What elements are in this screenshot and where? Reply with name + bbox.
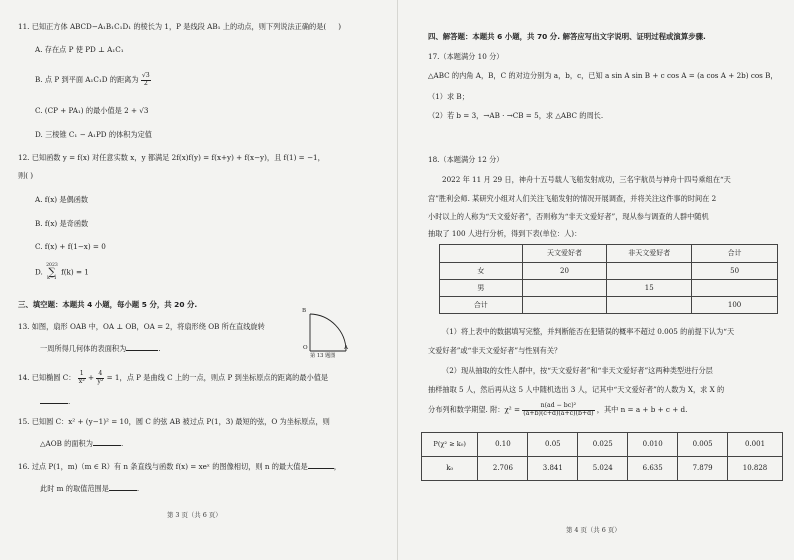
table-row bbox=[422, 457, 783, 481]
q11-stem-text: 11. 已知正方体 ABCD−A₁B₁C₁D₁ 的棱长为 1，P 是线段 AB₁ 上的动点，则下列说法正确的是( bbox=[18, 22, 327, 31]
chi-formula-num: n(ad − bc)² bbox=[522, 403, 594, 411]
table-cell[interactable] bbox=[607, 297, 692, 314]
q11-option-b bbox=[35, 73, 151, 87]
chi-square-formula bbox=[522, 403, 594, 417]
q18-para-2: 宫”胜利会师. 某研究小组对人们关注飞船发射的情况开展调查，并将关注这件事的时间在 2 bbox=[428, 194, 717, 203]
table-cell: 0.005 bbox=[678, 433, 728, 457]
q13-line-2-text: 一周所得几何体的表面积为 bbox=[40, 344, 127, 353]
table-header-cell: 合计 bbox=[692, 245, 778, 263]
table-cell: 6.635 bbox=[628, 457, 678, 481]
section-4-heading: 四、解答题：本题共 6 小题，共 70 分. 解答应写出文字说明、证明过程或演算步骤. bbox=[428, 32, 706, 41]
table-row bbox=[440, 263, 778, 280]
right-page bbox=[397, 0, 794, 560]
q14-post: = 1，点 P 是曲线 C 上的一点，则点 P 到坐标原点的距离的最小值是 bbox=[106, 373, 329, 382]
q16-answer-blank-1[interactable] bbox=[308, 468, 334, 469]
q18-part-2c-post: ，其中 n = a + b + c + d. bbox=[596, 405, 688, 414]
q18-part-1a: （1）将上表中的数据填写完整，并判断能否在犯错误的概率不超过 0.005 的前提下认为“天 bbox=[442, 327, 735, 336]
table-header-cell: 天文爱好者 bbox=[522, 245, 607, 263]
q12-option-b: B. f(x) 是奇函数 bbox=[35, 219, 89, 228]
q13-label-a: A bbox=[344, 345, 349, 351]
q17-line-1: △ABC 的内角 A，B，C 的对边分别为 a，b，c，已知 a sin A sin B + c cos A = (a cos A + 2b) cos B， bbox=[428, 71, 778, 80]
q12-sum-upper: 2023 bbox=[46, 263, 58, 268]
q13-label-b: B bbox=[302, 308, 307, 314]
table-row-label: 男 bbox=[440, 280, 523, 297]
q16-line-1-text: 16. 过点 P(1，m)（m ∈ R）有 n 条直线与函数 f(x) = xeˣ 的图像相切，则 n 的最大值是 bbox=[18, 462, 308, 471]
q11-option-a: A. 存在点 P 使 PD ⊥ A₁C₁ bbox=[35, 45, 124, 54]
q14-pre: 14. 已知椭圆 C： bbox=[18, 373, 76, 382]
q18-part-2c bbox=[428, 403, 687, 417]
q16-line-2-end: . bbox=[136, 484, 140, 493]
right-page-footer: 第 4 页（共 6 页） bbox=[566, 526, 621, 534]
chi-formula-den: (a+b)(c+d)(a+c)(b+d) bbox=[523, 409, 594, 417]
q14-end: . bbox=[68, 397, 71, 406]
table-header-cell bbox=[440, 245, 523, 263]
q14-fraction-2 bbox=[96, 371, 104, 385]
table-cell: 2.706 bbox=[478, 457, 528, 481]
table-cell: 0.010 bbox=[628, 433, 678, 457]
q13-line-2 bbox=[40, 345, 161, 352]
table-row bbox=[422, 433, 783, 457]
q14-f2-den: y² bbox=[97, 377, 104, 385]
q12-sum-symbol: ∑ bbox=[48, 267, 56, 279]
q17-title: 17.（本题满分 10 分） bbox=[428, 52, 504, 61]
table-row bbox=[440, 297, 778, 314]
table-cell[interactable] bbox=[692, 280, 778, 297]
q18-contingency-table bbox=[439, 244, 778, 314]
table-row-label: 女 bbox=[440, 263, 523, 280]
chi-square-critical-table bbox=[421, 432, 783, 481]
q13-label-o: O bbox=[303, 345, 308, 351]
q11-b-num: √3 bbox=[141, 72, 150, 79]
q14-answer-blank[interactable] bbox=[40, 403, 68, 404]
table-cell: 3.841 bbox=[528, 457, 578, 481]
q16-line-1 bbox=[18, 463, 341, 470]
q12-option-d bbox=[35, 264, 89, 281]
q12-option-c: C. f(x) + f(1−x) = 0 bbox=[35, 242, 106, 251]
q12-d-text: f(k) = 1 bbox=[61, 267, 89, 277]
q17-part-1: （1）求 B； bbox=[428, 92, 469, 101]
q18-para-3: 小时以上的人称为“天文爱好者”，否则称为“非天文爱好者”，现从参与调查的人群中随机 bbox=[428, 212, 709, 221]
q18-part-2a: （2）现从抽取的女性人群中，按“天文爱好者”和“非天文爱好者”这两种类型进行分层 bbox=[442, 366, 713, 375]
left-page bbox=[0, 0, 395, 560]
q18-part-1b: 文爱好者”或“非天文爱好者”与性别有关？ bbox=[428, 346, 562, 355]
q11-b-den: 2 bbox=[143, 79, 148, 87]
table-cell: 5.024 bbox=[578, 457, 628, 481]
q12-option-a: A. f(x) 是偶函数 bbox=[35, 195, 89, 204]
q12-stem-2: 则( ) bbox=[18, 171, 34, 180]
q18-para-4: 抽取了 100 人进行分析，得到下表(单位：人)： bbox=[428, 229, 582, 238]
q13-figure-caption: 第 13 题图 bbox=[310, 353, 336, 359]
q14-f1-den: x² bbox=[78, 377, 85, 385]
q18-part-2c-pre: 分布列和数学期望. 附：χ² = bbox=[428, 405, 520, 414]
q18-para-1: 2022 年 11 月 29 日，神舟十五号载人飞船发射成功，三名宇航员与神舟十四号乘组在“天 bbox=[442, 175, 731, 184]
table-row-label: k₀ bbox=[422, 457, 478, 481]
table-cell[interactable]: 50 bbox=[692, 263, 778, 280]
q15-answer-blank[interactable] bbox=[93, 445, 121, 446]
table-cell: 0.05 bbox=[528, 433, 578, 457]
q14-f1-num: 1 bbox=[78, 371, 86, 379]
q16-line-2 bbox=[40, 485, 139, 492]
q11-option-d: D. 三棱锥 C₁ − A₁PD 的体积为定值 bbox=[35, 130, 152, 139]
q14-f2-num: 4 bbox=[96, 371, 104, 379]
q15-line-2 bbox=[40, 440, 123, 447]
q16-answer-blank-2[interactable] bbox=[109, 490, 137, 491]
q11-stem-close: ) bbox=[338, 22, 342, 31]
q11-option-b-text: B. 点 P 到平面 A₁C₁D 的距离为 bbox=[35, 75, 139, 84]
table-row bbox=[440, 280, 778, 297]
table-header-cell: 非天文爱好者 bbox=[607, 245, 692, 263]
table-cell[interactable] bbox=[607, 263, 692, 280]
q11-option-c: C. (CP + PA₁) 的最小值是 2 + √3 bbox=[35, 106, 149, 115]
table-cell[interactable]: 20 bbox=[522, 263, 607, 280]
q15-line-2-end: . bbox=[120, 439, 124, 448]
table-cell[interactable]: 15 bbox=[607, 280, 692, 297]
q11-option-b-fraction bbox=[141, 73, 151, 87]
q11-stem bbox=[18, 23, 341, 30]
table-cell[interactable]: 100 bbox=[692, 297, 778, 314]
table-row bbox=[440, 245, 778, 263]
q16-line-2-text: 此时 m 的取值范围是 bbox=[40, 484, 109, 493]
q14-line-2 bbox=[40, 398, 70, 405]
q14-line-1 bbox=[18, 371, 328, 385]
table-cell: 10.828 bbox=[728, 457, 783, 481]
table-cell[interactable] bbox=[522, 297, 607, 314]
table-cell: 7.879 bbox=[678, 457, 728, 481]
q12-d-label: D. bbox=[35, 267, 43, 277]
table-cell: 0.001 bbox=[728, 433, 783, 457]
section-3-heading: 三、填空题：本题共 4 小题，每小题 5 分，共 20 分. bbox=[18, 300, 198, 309]
table-cell[interactable] bbox=[522, 280, 607, 297]
q12-sum-lower: k=1 bbox=[47, 276, 57, 282]
left-page-footer: 第 3 页（共 6 页） bbox=[167, 511, 222, 519]
q14-plus: + bbox=[88, 373, 95, 382]
table-row-label: 合计 bbox=[440, 297, 523, 314]
q17-part-2: （2）若 b = 3，→AB · →CB = 5，求 △ABC 的周长. bbox=[428, 111, 604, 120]
q12-d-summation bbox=[46, 264, 58, 281]
q13-answer-blank[interactable] bbox=[126, 350, 158, 351]
q14-fraction-1 bbox=[78, 371, 86, 385]
q13-line-2-end: . bbox=[158, 344, 161, 353]
q18-part-2b: 抽样抽取 5 人，然后再从这 5 人中随机选出 3 人，记其中“天文爱好者”的人数为 X，求 X 的 bbox=[428, 385, 725, 394]
q18-title: 18.（本题满分 12 分） bbox=[428, 155, 504, 164]
table-row-label: P(χ² ≥ k₀) bbox=[422, 433, 478, 457]
q15-line-1: 15. 已知圆 C：x² + (y−1)² = 10，圆 C 的弦 AB 被过点 P(1，3) 最短的弦，O 为坐标原点，则 bbox=[18, 417, 330, 426]
q12-stem: 12. 已知函数 y = f(x) 对任意实数 x，y 都满足 2f(x)f(y) = f(x+y) + f(x−y)，且 f(1) = −1， bbox=[18, 153, 325, 162]
table-cell: 0.025 bbox=[578, 433, 628, 457]
table-cell: 0.10 bbox=[478, 433, 528, 457]
q15-line-2-text: △AOB 的面积为 bbox=[40, 439, 93, 448]
q13-line-1: 13. 如图，扇形 OAB 中，OA ⊥ OB，OA = 2，将扇形绕 OB 所在直线旋转 bbox=[18, 322, 265, 331]
q16-line-1-end: ， bbox=[333, 462, 341, 471]
